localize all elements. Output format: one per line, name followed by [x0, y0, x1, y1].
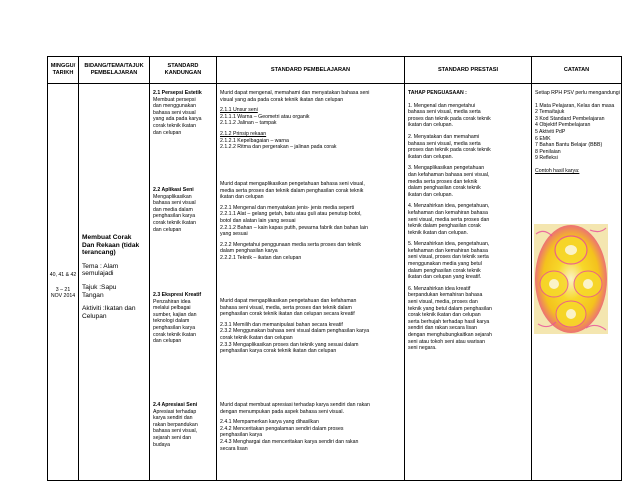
catatan-item: 2 Tema/tajuk — [535, 109, 565, 116]
text-line: corak teknik ikatan — [153, 122, 196, 129]
text-line: media serta proses dan teknik dalam penghasilan corak teknik — [220, 187, 364, 194]
text-line: visual yang ada pada corak teknik ikatan dan celupan — [220, 96, 344, 103]
text-line: seni visual, proses dan teknik serta — [408, 254, 489, 261]
text-line: 2.3.1 Memilih dan memanipulasi bahan secara kreatif — [220, 321, 343, 328]
text-line: teknologi dalam — [153, 318, 190, 325]
text-line: 3. Mengaplikasikan pengetahuan — [408, 165, 485, 172]
text-line: 2.1.2 Prinsip rekaan — [220, 130, 267, 137]
bidang-cell — [79, 84, 150, 481]
text-line: 2.1.1.1 Warna – Geometri atau organik — [220, 113, 310, 120]
text-line: karya sendiri dan — [153, 415, 193, 422]
text-line: teknik ikatan dan celupan. — [408, 229, 468, 236]
text-line: budaya — [153, 441, 171, 448]
text-line: bahasa seni visual, media serta — [408, 109, 481, 116]
catatan-list — [535, 90, 620, 175]
text-line: 2.3.2 Menggunakan bahasa seni visual dalam penghasilan karya — [220, 328, 370, 335]
minggu-cell — [48, 84, 79, 481]
text-line: dan media dalam — [153, 206, 193, 213]
text-line: dalam penghasilan corak teknik — [408, 267, 481, 274]
text-line: Aktiviti :Ikatan dan — [82, 305, 136, 313]
text-line: bahasa seni visual, — [153, 428, 198, 435]
text-line: 2.2.1.2 Bahan – kain kapas putih, pewarna fabrik dan bahan lain — [220, 224, 368, 231]
header-text: PEMBELAJARAN — [90, 70, 138, 76]
sk-block-2-1 — [153, 90, 202, 136]
tahap-item-2 — [408, 134, 492, 160]
date-year-text: NOV 2014 — [50, 293, 76, 300]
text-line: 2.4.2 Menceritakan pengalaman sendiri dalam proses — [220, 425, 344, 432]
text-line: seni atau tokoh seni atau warisan — [408, 338, 485, 345]
tahap-item-1 — [408, 103, 492, 129]
text-line: botol dan alatan lain yang sesuai — [220, 217, 296, 224]
header-text: TARIKH — [52, 70, 74, 76]
text-line: Membuat persepsi — [153, 96, 196, 103]
tahap-item-6 — [408, 286, 492, 352]
text-line: ikatan dan celupan yang kreatif. — [408, 274, 482, 281]
text-line: Murid dapat mengaplikasikan pengetahuan bahasa seni visual, — [220, 181, 365, 187]
text-line: dan kefahaman bahasa seni visual, — [408, 171, 490, 178]
text-line: penghasilan karya corak teknik ikatan dan celupan — [220, 348, 337, 355]
sk-block-2-2 — [153, 187, 196, 233]
text-line: Penzahiran idea — [153, 298, 191, 305]
sk-heading: 2.3 Ekspresi Kreatif — [153, 292, 202, 298]
header-minggu — [48, 57, 79, 84]
text-line: Celupan — [82, 312, 107, 320]
sp-block-1 — [220, 90, 369, 151]
text-line: seni negara. — [408, 345, 437, 352]
text-line: Murid dapat membuat apresiasi terhadap karya sendiri dan rakan — [220, 402, 370, 408]
catatan-intro: Setiap RPH PSV perlu mengandungi — [535, 90, 620, 96]
content-row — [48, 84, 622, 481]
text-line: penghasilan corak teknik ikatan dan celupan secara kreatif — [220, 311, 355, 318]
text-line: seni visual, media serta proses dan — [408, 216, 490, 223]
standard-kandungan-cell — [150, 84, 217, 481]
text-line: 2.2.2 Mengetahui penggunaan media serta proses dan teknik — [220, 241, 362, 248]
text-line: Mengaplikasikan — [153, 193, 192, 200]
text-line: berpandukan kemahiran bahasa — [408, 292, 483, 299]
text-line: corak teknik ikatan — [153, 331, 196, 338]
sp-block-2 — [220, 181, 368, 262]
text-line: dan celupan — [153, 338, 182, 345]
header-standard-prestasi — [405, 57, 532, 84]
text-line: media serta proses dan teknik — [408, 178, 478, 185]
catatan-cell — [532, 84, 622, 481]
text-line: semulajadi — [82, 270, 114, 278]
text-line: 2.2.1 Mengenal dan menyatakan jenis- jenis media seperti — [220, 204, 355, 211]
text-line: 4. Menzahirkan idea, pengetahuan, — [408, 203, 490, 210]
text-line: 2.4.1 Mempamerkan karya yang dihasilkan — [220, 419, 319, 426]
catatan-item: 6 EMK — [535, 135, 551, 142]
text-line: dan celupan — [153, 226, 182, 233]
text-line: 2.1.2.1 Kepelbagaian – warna — [220, 137, 289, 144]
bidang-aktiviti — [82, 305, 139, 320]
text-line: penghasilan karya — [153, 213, 196, 220]
catatan-item: 8 Penilaian — [535, 148, 561, 155]
text-line: yang ada pada karya — [153, 116, 202, 123]
text-line: bahasa seni visual — [153, 200, 196, 207]
sp-tahap-list — [408, 90, 492, 352]
header-text: MINGGU/ — [50, 63, 76, 69]
text-line: 2.2.1.1 Alat – gelang getah, batu atau guli atau penutup botol, — [220, 211, 362, 218]
text-line: rakan berpandukan — [153, 421, 198, 428]
text-line: 2.3.3 Mengaplikasikan proses dan teknik yang sesuai dalam — [220, 341, 359, 348]
text-line: ikatan dan celupan — [220, 194, 264, 201]
text-line: ikatan dan celupan. — [408, 153, 453, 160]
catatan-item: 3 Kod Standard Pembelajaran — [535, 115, 605, 122]
text-line: 2.1.1 Unsur seni — [220, 107, 258, 114]
tahap-item-5 — [408, 241, 492, 281]
tie-dye-sample-image — [534, 224, 608, 334]
tahap-item-3 — [408, 165, 492, 198]
standard-pembelajaran-cell — [217, 84, 405, 481]
bidang-title — [82, 234, 139, 257]
lesson-plan-table — [47, 56, 622, 481]
text-line: Tema : Alam — [82, 262, 119, 270]
text-line: terancang) — [82, 249, 116, 257]
text-line: corak teknik ikatan dan celupan — [220, 334, 293, 341]
text-line: teknik dalam penghasilan corak — [408, 223, 481, 230]
tahap-item-4 — [408, 203, 492, 236]
text-line: dan celupan — [153, 129, 182, 136]
header-bidang — [79, 57, 150, 84]
tie-dye-artwork — [534, 224, 608, 334]
text-line: ikatan dan celupan. — [408, 191, 453, 198]
bidang-tema — [82, 263, 139, 278]
header-text: KANDUNGAN — [164, 70, 202, 76]
text-line: yang sesuai — [220, 231, 248, 238]
catatan-item: 1 Mata Pelajaran, Kelas dan masa — [535, 102, 615, 109]
text-line: 2.4.3 Menghargai dan menceritakan karya sendiri dan rakan — [220, 438, 359, 445]
contoh-label: Contoh hasil karya: — [535, 167, 580, 174]
sk-heading: 2.2 Aplikasi Seni — [153, 187, 194, 193]
catatan-item: 4 Objektif Pembelajaran — [535, 122, 591, 129]
text-line: proses dan teknik pada corak teknik — [408, 115, 491, 122]
header-standard-pembelajaran — [217, 57, 405, 84]
text-line: seni visual, media, proses dan — [408, 299, 478, 306]
text-line: Dan Rekaan (tidak — [82, 241, 140, 249]
text-line: proses dan teknik pada corak teknik — [408, 147, 491, 154]
header-text: STANDARD — [167, 63, 199, 69]
header-text: BIDANG/TEMA/TAJUK — [84, 63, 144, 69]
tahap-title: TAHAP PENGUASAAN : — [408, 90, 467, 96]
text-line: 5. Menzahirkan idea, pengetahuan, — [408, 241, 490, 248]
text-line: 2.1.2.2 Ritma dan pergerakan – jalinan pada corak — [220, 144, 337, 151]
text-line: Apresiasi terhadap — [153, 408, 197, 415]
text-line: melalui pelbagai — [153, 305, 191, 312]
standard-prestasi-cell — [405, 84, 532, 481]
header-text: STANDARD PEMBELAJARAN — [270, 66, 351, 73]
header-text: CATATAN — [563, 66, 590, 73]
weeks-text: 40, 41 & 42 — [49, 272, 77, 278]
text-line: sejarah seni dan — [153, 434, 192, 441]
text-line: dalam penghasilan karya — [220, 248, 278, 255]
header-standard-kandungan — [150, 57, 217, 84]
text-line: secara lisan — [220, 445, 248, 452]
text-line: 6. Menzahirkan idea kreatif — [408, 285, 471, 292]
text-line: Tangan — [82, 291, 104, 299]
header-row — [48, 57, 622, 84]
sk-block-2-3 — [153, 292, 201, 345]
catatan-item: 9 Refleksi — [535, 155, 558, 162]
catatan-item: 5 Aktiviti PdP — [535, 128, 566, 135]
text-line: bahasa seni visual, media, serta proses dan teknik dalam — [220, 304, 352, 311]
sk-heading: 2.1 Persepsi Estetik — [153, 90, 202, 96]
text-line: 2.1.1.2 Jalinan – tampak — [220, 120, 277, 127]
text-line: sumber, kajian dan — [153, 311, 197, 318]
text-line: corak teknik ikatan — [153, 219, 196, 226]
sk-heading: 2.4 Apresiasi Seni — [153, 402, 198, 408]
catatan-item: 7 Bahan Bantu Belajar (BBB) — [535, 142, 603, 149]
text-line: menggunakan media yang betul — [408, 261, 482, 268]
header-catatan — [532, 57, 622, 84]
text-line: Murid dapat mengaplikasikan pengetahuan dan kefahaman — [220, 298, 357, 304]
text-line: bahasa seni visual — [153, 109, 196, 116]
text-line: corak teknik ikatan dan celupan — [408, 312, 481, 319]
sk-block-2-4 — [153, 402, 198, 448]
sp-block-4 — [220, 402, 370, 452]
text-line: dengan menghubungkaitkan sejarah — [408, 332, 492, 338]
header-text: STANDARD PRESTASI — [437, 66, 499, 73]
text-line: 1. Mengenal dan mengetahui — [408, 102, 476, 109]
text-line: ikatan dan celupan. — [408, 122, 453, 129]
text-line: dalam penghasilan corak teknik — [408, 185, 481, 192]
text-line: 2.2.2.1 Teknik – ikatan dan celupan — [220, 254, 302, 261]
text-line: kefahaman dan kemahiran bahasa — [408, 247, 488, 254]
text-line: dengan menumpukan pada aspek bahasa seni visual. — [220, 408, 345, 415]
text-line: Murid dapat mengenal, memahami dan menyatakan bahasa seni — [220, 90, 370, 96]
sp-block-3 — [220, 298, 369, 355]
text-line: dan menggunakan — [153, 103, 196, 110]
text-line: bahasa seni visual, media serta — [408, 140, 481, 147]
text-line: kefahaman dan kemahiran bahasa — [408, 209, 488, 216]
date-range-text: 3 – 21 — [55, 286, 71, 293]
text-line: penghasilan karya — [153, 324, 196, 331]
bidang-tajuk — [82, 284, 139, 299]
text-line: Tajuk :Sapu — [82, 283, 117, 291]
text-line: 2. Menyatakan dan memahami — [408, 133, 480, 140]
text-line: serta berhujah terhadap hasil karya — [408, 318, 490, 325]
text-line: teknik yang betul dalam penghasilan — [408, 305, 492, 312]
text-line: penghasilan karya — [220, 432, 263, 439]
text-line: Membuat Corak — [82, 234, 132, 241]
text-line: sendiri dan rakan secara lisan — [408, 325, 477, 332]
